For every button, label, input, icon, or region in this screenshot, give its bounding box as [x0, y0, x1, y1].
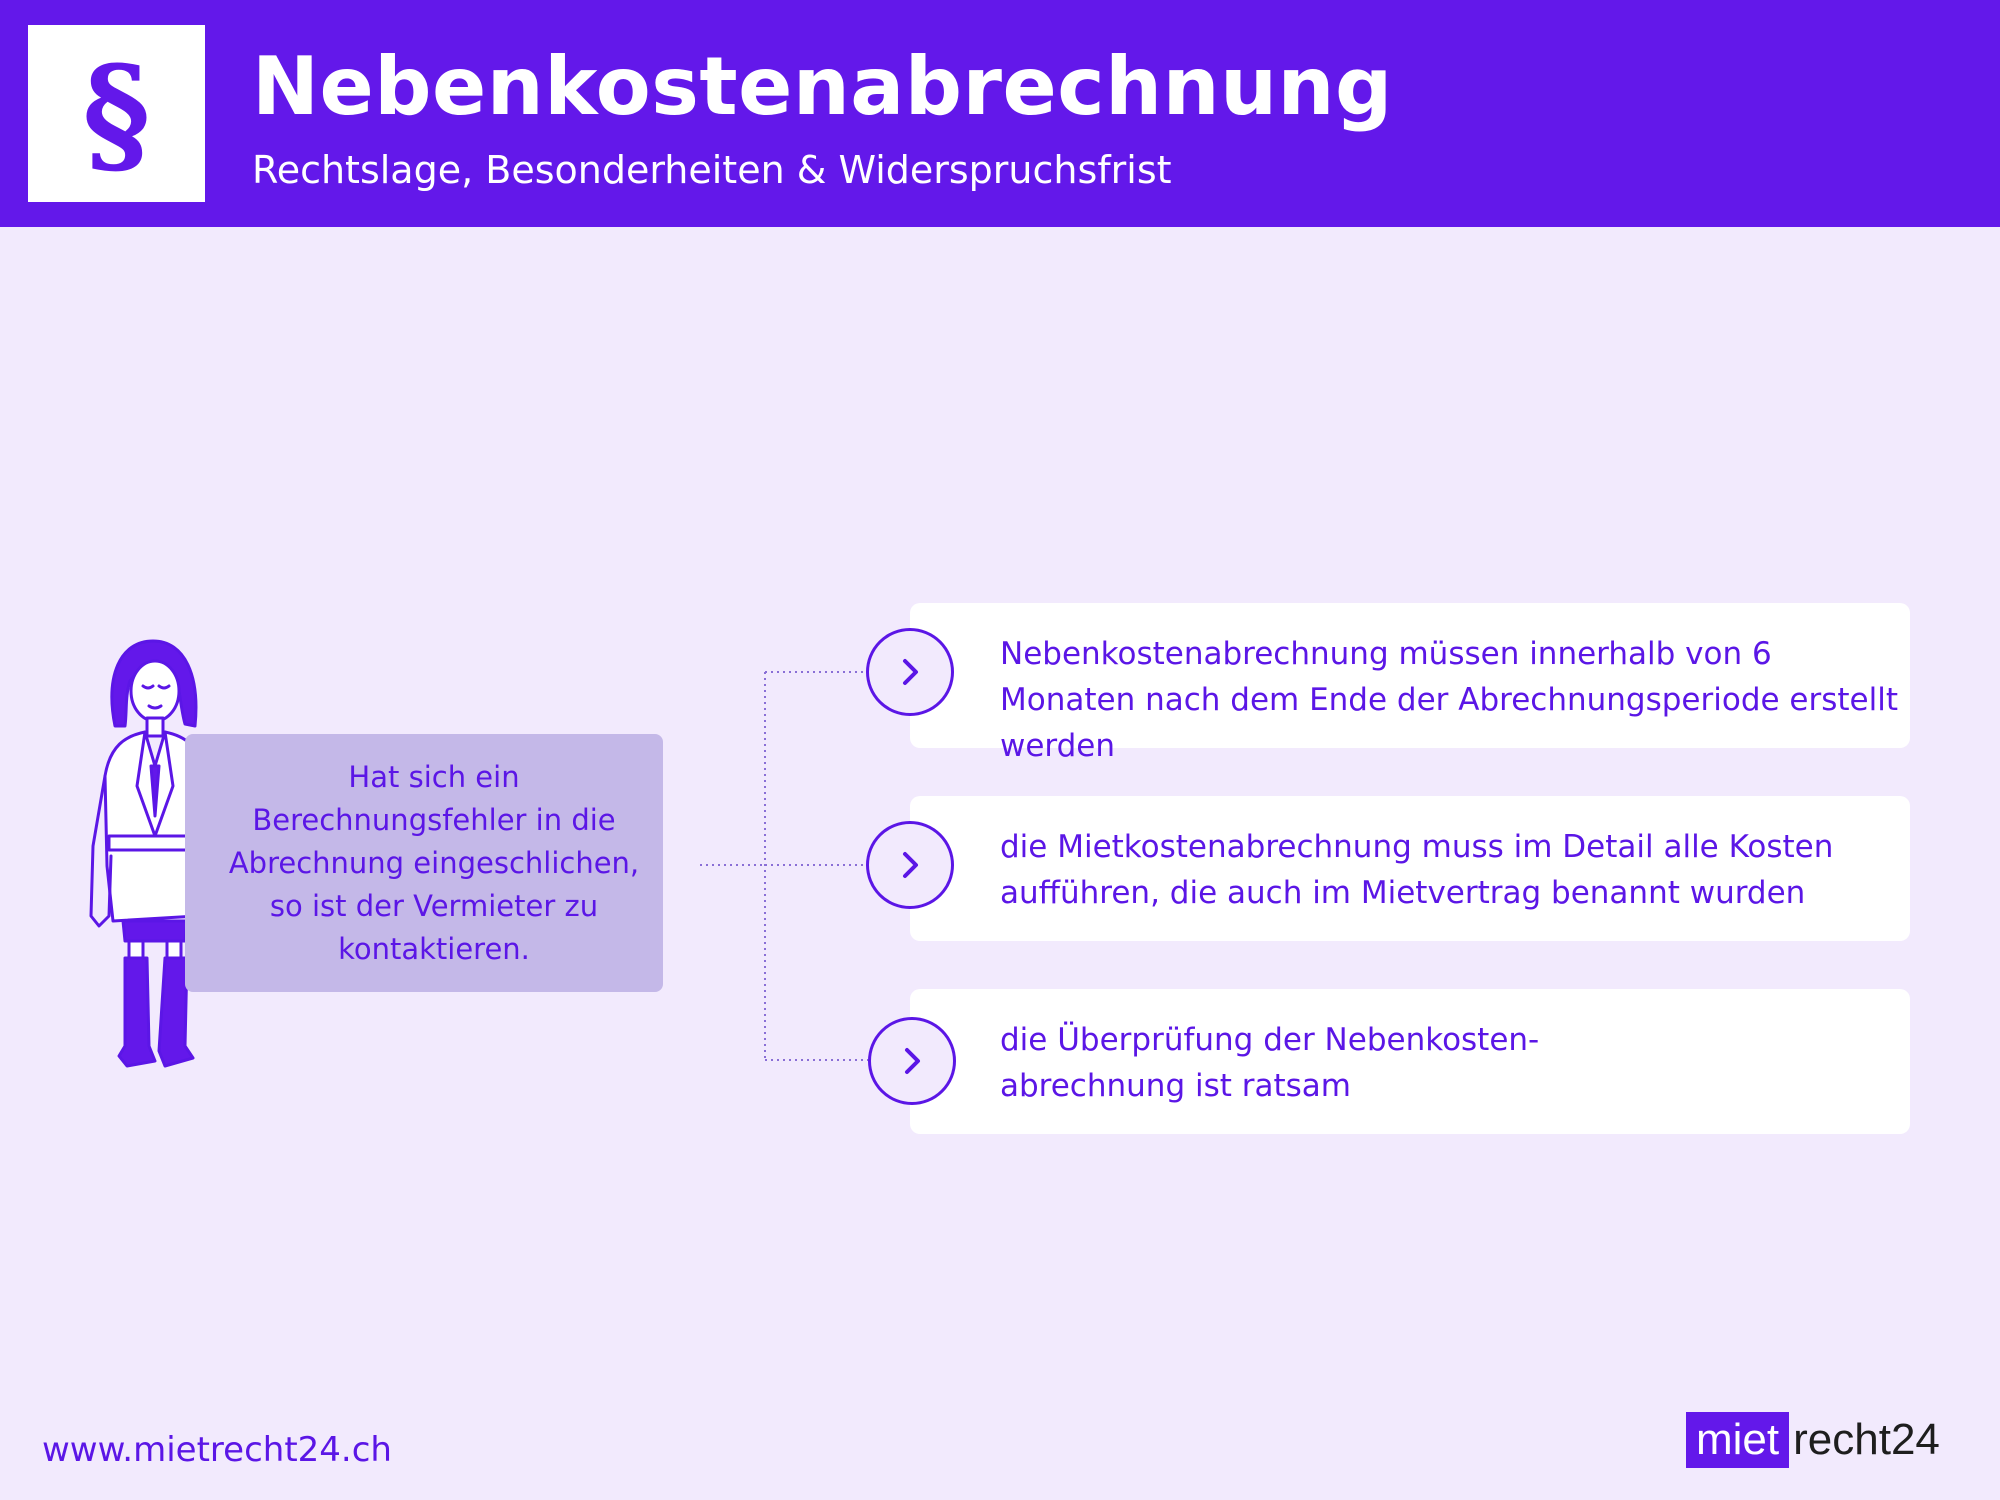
info-card-text: die Überprüfung der Nebenkosten-abrechnung ist ratsam [1000, 1022, 1540, 1104]
chevron-right-icon [868, 1017, 956, 1105]
header-banner [0, 0, 2000, 227]
speech-bubble [185, 734, 663, 992]
brand-logo-recht: recht24 [1793, 1415, 1940, 1464]
brand-logo-miet: miet [1686, 1412, 1789, 1468]
info-card-3 [910, 989, 1910, 1134]
chevron-right-icon [866, 821, 954, 909]
page-subtitle: Rechtslage, Besonderheiten & Widerspruchsfrist [252, 148, 1172, 192]
logo-box [28, 25, 205, 202]
info-card-text: die Mietkostenabrechnung muss im Detail alle Kosten aufführen, die auch im Mietvertrag benannt wurden [1000, 829, 1834, 911]
bubble-text: Hat sich ein Berechnungsfehler in die Abrechnung eingeschlichen, so ist der Vermieter zu kontaktieren. [228, 759, 640, 966]
info-card-1 [910, 603, 1910, 764]
footer-url: www.mietrecht24.ch [42, 1430, 392, 1470]
info-card-2 [910, 796, 1910, 941]
info-card-text: Nebenkostenabrechnung müssen innerhalb von 6 Monaten nach dem Ende der Abrechnungsperiode erstellt werden [1000, 636, 1899, 764]
paragraph-icon: § [82, 36, 151, 190]
chevron-right-icon [866, 628, 954, 716]
brand-logo [1686, 1412, 1940, 1468]
page-title: Nebenkostenabrechnung [252, 40, 1393, 133]
